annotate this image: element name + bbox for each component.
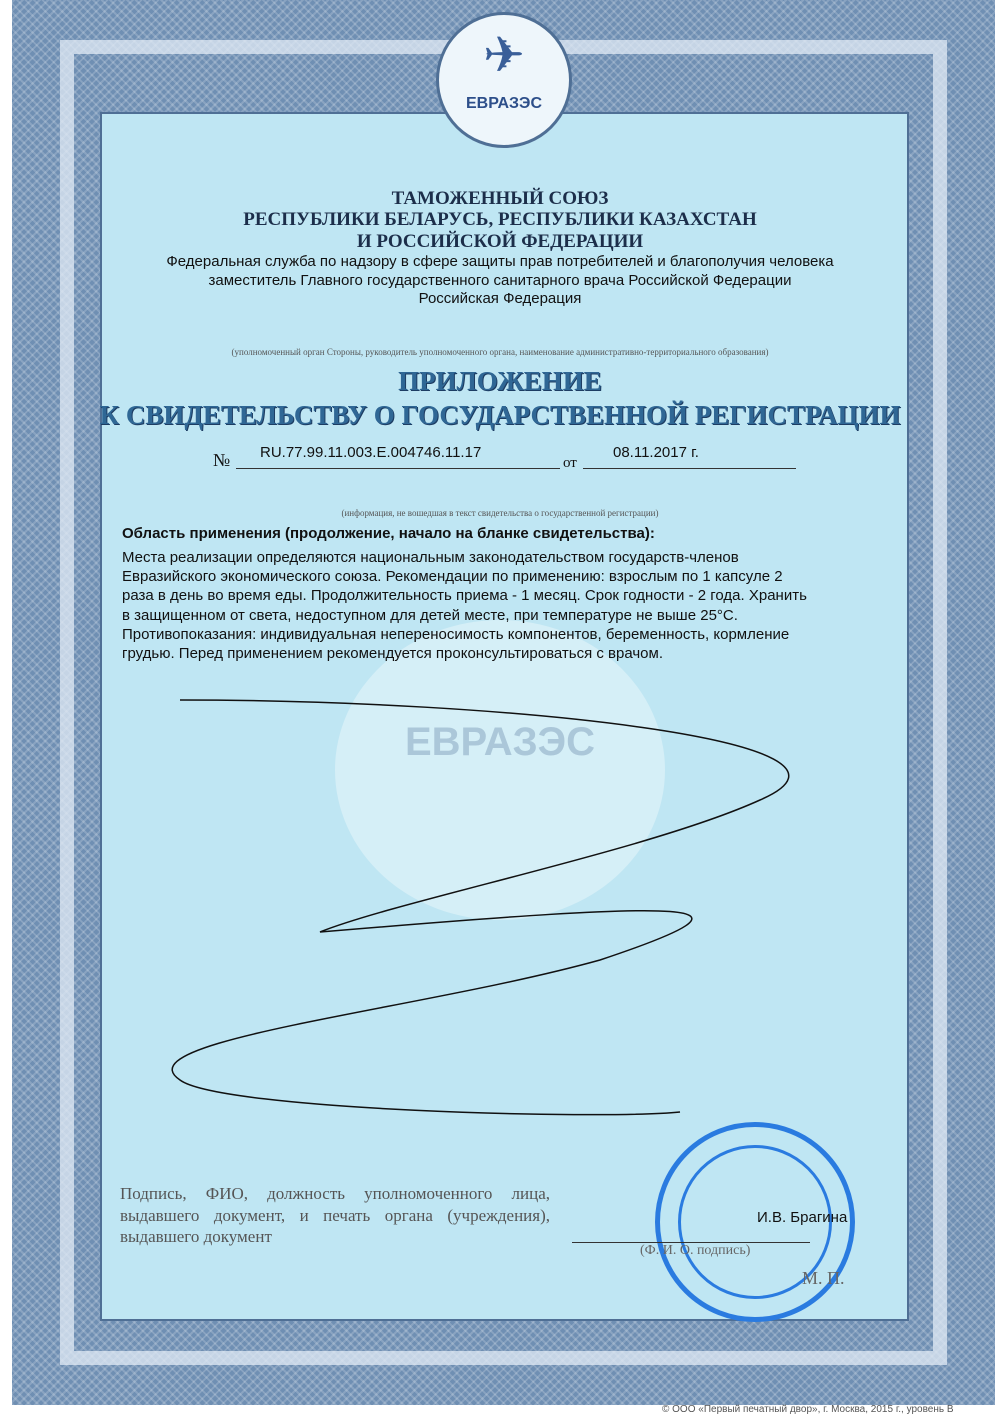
signature-label: Подпись, ФИО, должность уполномоченного лица, выдавшего документ, и печать органа (учреждения), выдавшего документ [120,1184,550,1246]
authority-caption: (уполномоченный орган Стороны, руководитель уполномоченного органа, наименование административно-территориального образования) [231,347,769,357]
signature-caption: (Ф. И. О. подпись) [640,1243,751,1258]
date-label: от [563,455,577,471]
body-line: грудью. Перед применением рекомендуется проконсультироваться с врачом. [122,645,664,663]
section-heading: Область применения (продолжение, начало на бланке свидетельства): [122,525,655,542]
body-line: Места реализации определяются национальным законодательством государств-членов [122,549,739,566]
registration-date: 08.11.2017 г. [613,444,699,461]
signatory-name: И.В. Брагина [757,1209,848,1226]
emblem-label: ЕВРАЗЭС [465,95,542,112]
printer-footer: © ООО «Первый печатный двор», г. Москва, 2015 г., уровень В [662,1404,954,1415]
authority-line: Российская Федерация [418,290,582,307]
body-line: в защищенном от света, недоступном для детей месте, при температуре не выше 25°С. [122,606,738,624]
authority-line: заместитель Главного государственного санитарного врача Российской Федерации [208,272,792,289]
document-subtitle: К СВИДЕТЕЛЬСТВУ О ГОСУДАРСТВЕННОЙ РЕГИСТРАЦИИ [99,400,901,430]
authority-line: Федеральная служба по надзору в сфере защиты прав потребителей и благополучия человека [166,253,834,270]
header-line: РЕСПУБЛИКИ БЕЛАРУСЬ, РЕСПУБЛИКИ КАЗАХСТАН [243,209,757,230]
body-line: раза в день во время еды. Продолжительность приема - 1 месяц. Срок годности - 2 года. Хранить [122,587,807,605]
registration-number: RU.77.99.11.003.E.004746.11.17 [260,444,482,461]
document-title: ПРИЛОЖЕНИЕ [398,366,602,396]
body-line: Евразийского экономического союза. Рекомендации по применению: взрослым по 1 капсуле 2 [122,568,783,586]
globe-icon: ✈ [483,27,525,83]
header-line: ТАМОЖЕННЫЙ СОЮЗ [391,188,609,209]
info-caption: (информация, не вошедшая в текст свидетельства о государственной регистрации) [341,508,659,518]
body-line: Противопоказания: индивидуальная непереносимость компонентов, беременность, кормление [122,625,790,643]
stamp-place-mark: М. П. [802,1268,845,1288]
header-line: И РОССИЙСКОЙ ФЕДЕРАЦИИ [356,231,644,252]
watermark-emblem: ЕВРАЗЭС [335,620,665,920]
number-label: № [213,450,231,470]
